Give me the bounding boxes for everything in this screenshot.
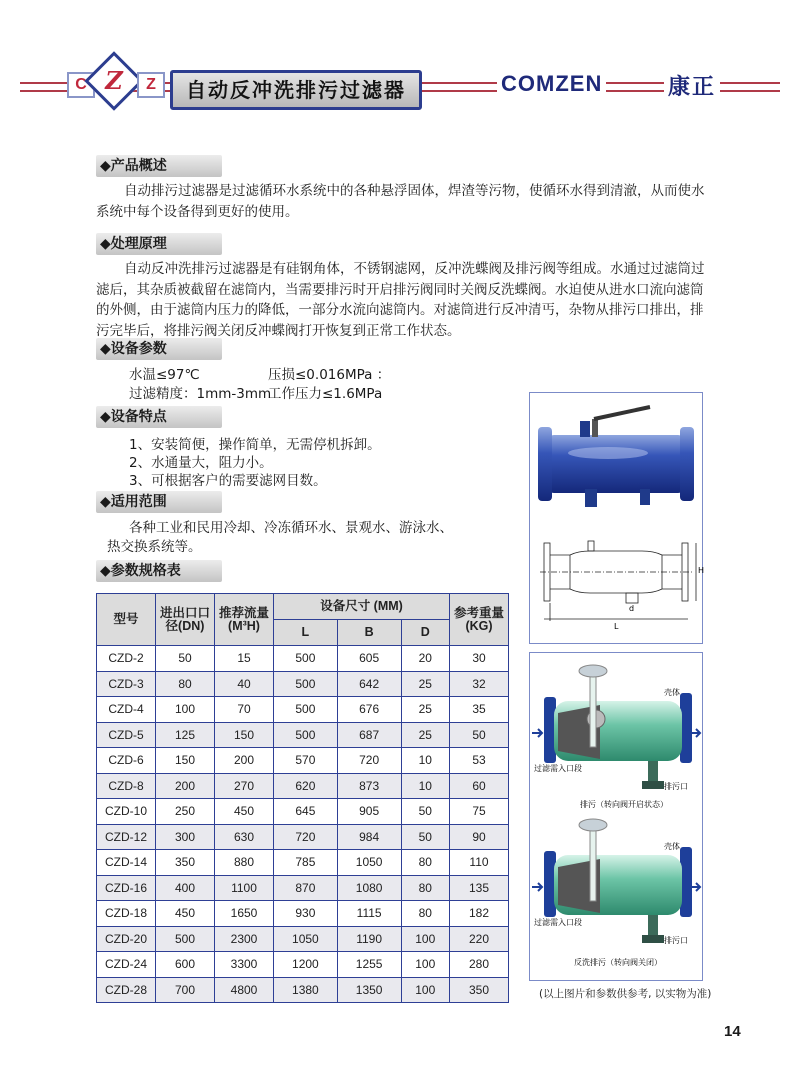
col-header-dn: 进出口口径(DN) — [156, 594, 215, 646]
table-cell: 100 — [156, 697, 215, 723]
table-cell: 60 — [450, 773, 509, 799]
table-cell: 50 — [401, 824, 450, 850]
table-cell: 10 — [401, 748, 450, 774]
table-cell: 620 — [274, 773, 338, 799]
table-cell: 880 — [215, 850, 274, 876]
table-cell: CZD-10 — [97, 799, 156, 825]
diagram1-label-inlet: 过滤需入口段 — [534, 764, 582, 773]
table-cell: 676 — [337, 697, 401, 723]
table-cell: 150 — [215, 722, 274, 748]
feature-item: 2、水通量大，阻力小。 — [129, 455, 273, 471]
table-cell: 1190 — [337, 926, 401, 952]
table-cell: 1080 — [337, 875, 401, 901]
table-cell: 1050 — [274, 926, 338, 952]
table-cell: 50 — [401, 799, 450, 825]
table-cell: 100 — [401, 952, 450, 978]
table-cell: 500 — [156, 926, 215, 952]
drawing-label-l: L — [614, 622, 619, 631]
table-cell: 110 — [450, 850, 509, 876]
col-header-l: L — [274, 620, 338, 646]
table-cell: 25 — [401, 697, 450, 723]
table-cell: 1650 — [215, 901, 274, 927]
table-cell: 80 — [401, 875, 450, 901]
reference-note: (以上图片和参数供参考, 以实物为准) — [539, 988, 712, 1000]
col-header-b: B — [337, 620, 401, 646]
section-heading-table: ◆参数规格表 — [96, 560, 222, 582]
table-cell: 10 — [401, 773, 450, 799]
table-cell: 642 — [337, 671, 401, 697]
table-cell: 350 — [450, 977, 509, 1003]
logo-letter-right: Z — [137, 72, 165, 98]
table-cell: 250 — [156, 799, 215, 825]
table-cell: CZD-14 — [97, 850, 156, 876]
table-row — [97, 901, 509, 927]
table-cell: 4800 — [215, 977, 274, 1003]
table-cell: 630 — [215, 824, 274, 850]
table-cell: 80 — [401, 850, 450, 876]
table-cell: CZD-6 — [97, 748, 156, 774]
table-row — [97, 722, 509, 748]
table-cell: 1100 — [215, 875, 274, 901]
table-cell: 905 — [337, 799, 401, 825]
table-cell: 135 — [450, 875, 509, 901]
table-cell: 25 — [401, 722, 450, 748]
diagram2-caption: 反洗排污（转向阀关闭） — [574, 958, 662, 967]
section-heading-features: ◆设备特点 — [96, 406, 222, 428]
table-cell: 1200 — [274, 952, 338, 978]
table-cell: 35 — [450, 697, 509, 723]
table-cell: 400 — [156, 875, 215, 901]
table-row — [97, 850, 509, 876]
principle-paragraph — [96, 259, 706, 341]
table-cell: 450 — [215, 799, 274, 825]
param-filter-precision: 过滤精度：1mm-3mm — [129, 386, 272, 402]
table-cell: 645 — [274, 799, 338, 825]
table-cell: 100 — [401, 926, 450, 952]
drawing-label-d: d — [629, 604, 635, 613]
table-cell: 500 — [274, 671, 338, 697]
table-cell: 873 — [337, 773, 401, 799]
table-cell: 1050 — [337, 850, 401, 876]
filter-illustration — [530, 393, 705, 643]
table-row — [97, 875, 509, 901]
table-cell: CZD-28 — [97, 977, 156, 1003]
table-cell: 3300 — [215, 952, 274, 978]
table-cell: 32 — [450, 671, 509, 697]
table-cell: 1380 — [274, 977, 338, 1003]
table-row — [97, 799, 509, 825]
flow-diagrams — [530, 653, 702, 980]
table-cell: 1255 — [337, 952, 401, 978]
table-row — [97, 748, 509, 774]
table-cell: CZD-4 — [97, 697, 156, 723]
overview-paragraph — [96, 181, 706, 222]
table-row — [97, 671, 509, 697]
table-cell: 1350 — [337, 977, 401, 1003]
table-row — [97, 952, 509, 978]
col-header-model: 型号 — [97, 594, 156, 646]
table-cell: 500 — [274, 697, 338, 723]
table-cell: 50 — [156, 646, 215, 672]
col-header-weight: 参考重量(KG) — [450, 594, 509, 646]
table-cell: CZD-12 — [97, 824, 156, 850]
table-row — [97, 824, 509, 850]
table-cell: 280 — [450, 952, 509, 978]
table-cell: 930 — [274, 901, 338, 927]
table-cell: 500 — [274, 646, 338, 672]
table-cell: 687 — [337, 722, 401, 748]
page-number: 14 — [724, 1023, 741, 1040]
param-working-pressure: 工作压力≤1.6MPa — [268, 386, 383, 402]
diagram1-label-shell: 壳体 — [664, 688, 680, 697]
table-cell: 450 — [156, 901, 215, 927]
table-row — [97, 977, 509, 1003]
table-cell: 600 — [156, 952, 215, 978]
table-cell: 75 — [450, 799, 509, 825]
table-cell: 150 — [156, 748, 215, 774]
table-cell: 20 — [401, 646, 450, 672]
table-cell: CZD-2 — [97, 646, 156, 672]
table-cell: 605 — [337, 646, 401, 672]
table-cell: 270 — [215, 773, 274, 799]
table-cell: CZD-8 — [97, 773, 156, 799]
diagram2-label-inlet: 过滤需入口段 — [534, 918, 582, 927]
drawing-label-h: H — [698, 566, 705, 575]
principle-text: 自动反冲洗排污过滤器是有硅钢角体，不锈钢滤网，反冲洗蝶阀及排污阀等组成。水通过过滤筒过滤后，其杂质被截留在滤筒内，当需要排污时开启排污阀同时关阀反洗蝶阀。水迫使从进水口流向滤筒的外侧，由于滤筒内压力的降低，一部分水流向滤筒内。对滤筒进行反冲清丐，杂物从排污口排出，排污完毕后，将排污阀关闭反冲蝶阀打开恢复到正常工作状态。 — [96, 261, 705, 339]
scope-line-1: 各种工业和民用冷却、冷冻循环水、景观水、游泳水、 — [129, 520, 453, 536]
table-cell: 1115 — [337, 901, 401, 927]
table-cell: 80 — [156, 671, 215, 697]
table-cell: 500 — [274, 722, 338, 748]
table-cell: 125 — [156, 722, 215, 748]
section-heading-principle: ◆处理原理 — [96, 233, 222, 255]
table-cell: 90 — [450, 824, 509, 850]
table-cell: 15 — [215, 646, 274, 672]
table-cell: CZD-16 — [97, 875, 156, 901]
logo-letter-center: Z — [105, 66, 123, 95]
table-row — [97, 773, 509, 799]
filter-photo — [530, 393, 702, 521]
table-cell: 30 — [450, 646, 509, 672]
table-cell: 25 — [401, 671, 450, 697]
table-cell: 200 — [156, 773, 215, 799]
feature-item: 3、可根据客户的需要滤网目数。 — [129, 473, 327, 489]
table-cell: 570 — [274, 748, 338, 774]
table-cell: 100 — [401, 977, 450, 1003]
table-row — [97, 646, 509, 672]
table-cell: CZD-18 — [97, 901, 156, 927]
spec-table — [96, 593, 509, 1003]
table-cell: 53 — [450, 748, 509, 774]
table-cell: 720 — [337, 748, 401, 774]
table-cell: 200 — [215, 748, 274, 774]
param-water-temp: 水温≤97℃ — [129, 367, 200, 383]
table-cell: 220 — [450, 926, 509, 952]
section-heading-params: ◆设备参数 — [96, 338, 222, 360]
section-heading-overview: ◆产品概述 — [96, 155, 222, 177]
table-cell: 80 — [401, 901, 450, 927]
scope-line-2: 热交换系统等。 — [107, 539, 202, 555]
table-cell: 70 — [215, 697, 274, 723]
table-cell: 2300 — [215, 926, 274, 952]
col-header-flow: 推荐流量(M³H) — [215, 594, 274, 646]
diagram1-label-drain: 排污口 — [664, 782, 688, 791]
table-row — [97, 697, 509, 723]
brand-chinese: 康正 — [664, 70, 720, 101]
table-cell: 350 — [156, 850, 215, 876]
table-cell: 870 — [274, 875, 338, 901]
table-cell: 50 — [450, 722, 509, 748]
table-cell: CZD-24 — [97, 952, 156, 978]
table-cell: 785 — [274, 850, 338, 876]
overview-text: 自动排污过滤器是过滤循环水系统中的各种悬浮固体，焊渣等污物，使循环水得到清澈，从而使水系统中每个设备得到更好的使用。 — [96, 183, 705, 220]
table-cell: 720 — [274, 824, 338, 850]
table-cell: 984 — [337, 824, 401, 850]
section-heading-scope: ◆适用范围 — [96, 491, 222, 513]
logo-letter-left: C — [67, 72, 95, 98]
feature-item: 1、安装简便，操作简单，无需停机拆卸。 — [129, 437, 381, 453]
diagram2-label-shell: 壳体 — [664, 842, 680, 851]
brand-english: COMZEN — [497, 71, 606, 97]
flow-diagram-frame — [529, 652, 703, 981]
table-cell: 40 — [215, 671, 274, 697]
product-image-frame — [529, 392, 703, 644]
table-cell: CZD-3 — [97, 671, 156, 697]
table-cell: 182 — [450, 901, 509, 927]
table-row — [97, 926, 509, 952]
table-cell: CZD-20 — [97, 926, 156, 952]
table-cell: 300 — [156, 824, 215, 850]
col-header-d: D — [401, 620, 450, 646]
param-pressure-loss: 压损≤0.016MPa ： — [268, 367, 391, 383]
table-cell: 700 — [156, 977, 215, 1003]
table-cell: CZD-5 — [97, 722, 156, 748]
page-title: 自动反冲洗排污过滤器 — [170, 70, 422, 110]
dimension-drawing — [540, 541, 696, 621]
diagram1-caption: 排污（转向阀开启状态） — [580, 800, 668, 809]
diagram2-label-drain: 排污口 — [664, 936, 688, 945]
col-header-size: 设备尺寸 (MM) — [274, 594, 450, 620]
